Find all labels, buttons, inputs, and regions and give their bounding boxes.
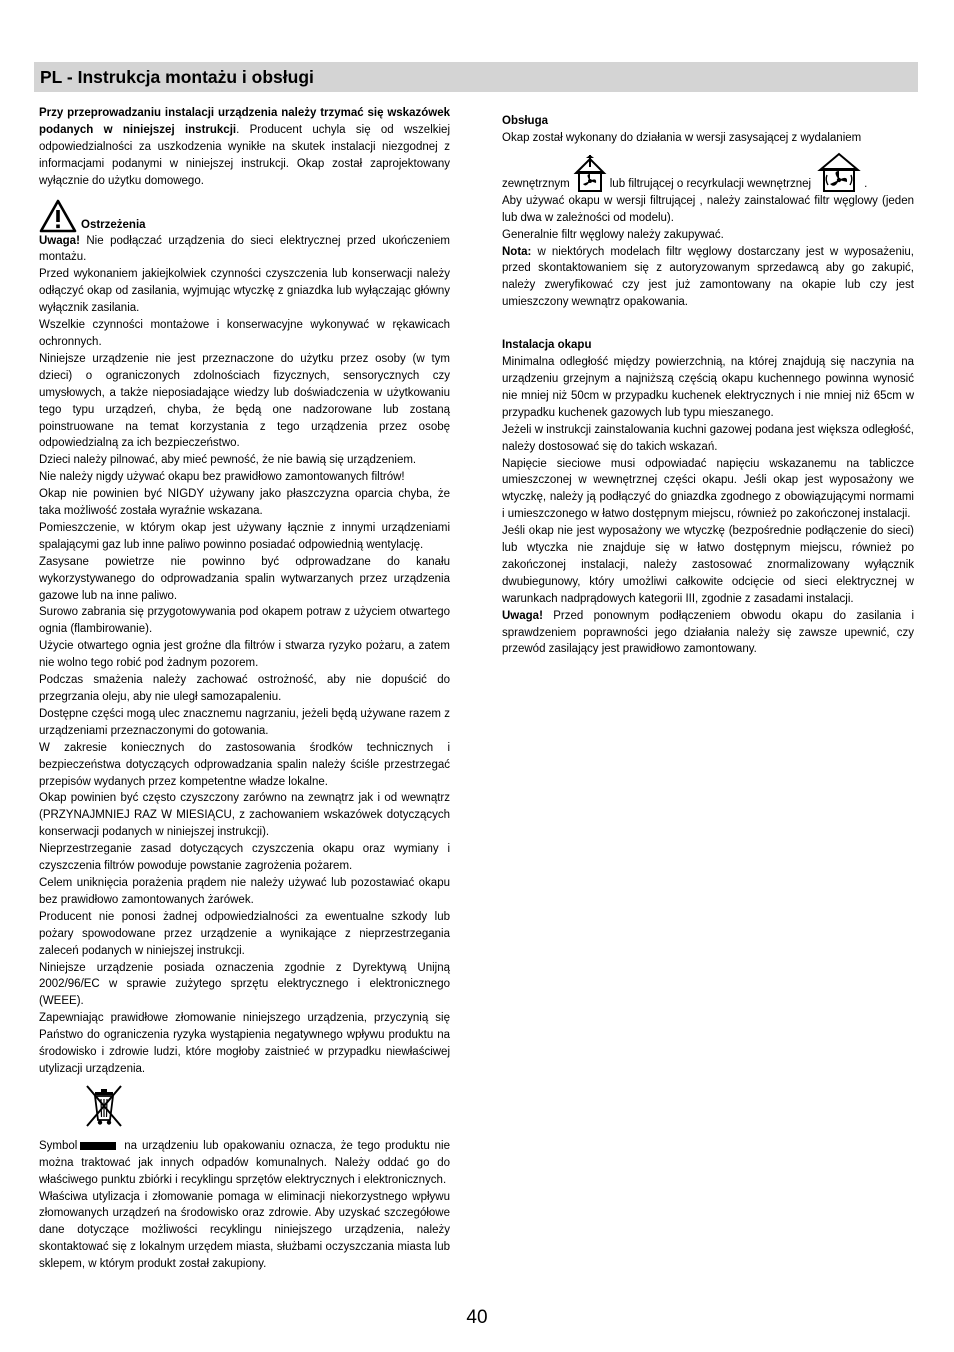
warning-paragraph: Surowo zabrania się przygotowywania pod okapem potraw z użyciem otwartego ognia (flambirowanie).	[39, 606, 450, 636]
warning-paragraph: Użycie otwartego ognia jest groźne dla filtrów i stwarza ryzyko pożaru, a zatem nie wolno tego robić pod żadnym pozorem.	[39, 640, 450, 670]
ducted-mode-icon	[573, 155, 607, 193]
warnings-header	[39, 199, 450, 233]
weee-symbol-wrap	[83, 1084, 450, 1130]
warnings-heading: Ostrzeżenia	[81, 218, 146, 231]
page-number: 40	[466, 1307, 488, 1328]
instalacja-paragraph: Napięcie sieciowe musi odpowiadać napięciu wskazanemu na tabliczce umieszczonej w wewnętrznej części okapu. Jeśli okap jest wyposażony we wtyczkę, należy ją podłączyć do gniazdka zgodnego z obowiązującymi normami i umieszczonego w łatwo dostępnym miejscu, również po zakończonej instalacji.	[502, 457, 914, 521]
generalnie-paragraph: Generalnie filtr węglowy należy zakupywać.	[502, 228, 724, 241]
crossed-bin-icon	[83, 1084, 125, 1128]
warning-paragraph: Wszelkie czynności montażowe i konserwacyjne wykonywać w rękawicach ochronnych.	[39, 319, 450, 348]
warning-paragraph: Podczas smażenia należy zachować ostrożność, aby nie dopuścić do przegrzania oleju, aby nie uległ samozapaleniu.	[39, 674, 450, 703]
left-column	[39, 105, 450, 1273]
warning-paragraph: Producent nie ponosi żadnej odpowiedzialności za ewentualne szkody lub pożary spowodowane przez urządzenie a wynikające z nieprzestrzegania zaleceń podanych w niniejszej instrukcji.	[39, 910, 450, 957]
nota-text: w niektórych modelach filtr węglowy dostarczany jest w wyposażeniu, przed skontaktowaniem się z autoryzowanym sprzedawcą aby go zakupić, należy zweryfikować czy jest już zamontowany na okapie lub czy jest umieszczony wewnątrz opakowania.	[502, 245, 914, 309]
nota-label: Nota:	[502, 245, 532, 258]
obsluga-heading: Obsługa	[502, 115, 549, 127]
symbol-bar-icon	[80, 1142, 116, 1150]
warning-paragraph: Przed wykonaniem jakiejkolwiek czynności czyszczenia lub konserwacji należy odłączyć okap od zasilania, wyjmując wtyczkę z gniazdka lub wyłączając główny wyłącznik zasilania.	[39, 268, 450, 315]
instalacja-paragraph: Jeżeli w instrukcji zainstalowania kuchni gazowej podana jest większa odległość, należy dostosować się do takich wskazań.	[502, 423, 914, 453]
instalacja-paragraph: Jeśli okap nie jest wyposażony we wtyczkę (bezpośrednie podłączenie do sieci) lub wtyczka nie znajduje się w łatwo dostępnym miejscu, również po zakończonej instalacji, należy zastosować znormalizowany wyłącznik dwubiegunowy, który umożliwi całkowite odcięcie od sieci elektrycznej w warunkach nadprądowych kategorii III, zgodnie z zasadami instalacji.	[502, 525, 914, 605]
instalacja-paragraph: Minimalna odległość między powierzchnią, na której znajdują się naczynia na urządzeniu grzejnym a najniższą częścią okapu kuchennego powinna wynosić nie mniej niż 50cm w przypadku kuchenek elektrycznych i nie mniej niż 65cm w przypadku kuchenek gazowych lub typu mieszanego.	[502, 356, 914, 419]
symbol-label: Symbol	[39, 1139, 78, 1152]
warning-paragraph: Celem uniknięcia porażenia prądem nie należy używać lub pozostawiać okapu bez prawidłowo zamontowanych żarówek.	[39, 876, 450, 906]
instalacja-list	[502, 354, 914, 608]
uwaga2-label: Uwaga!	[502, 609, 543, 622]
recirculation-mode-icon	[817, 151, 861, 193]
period-text: .	[864, 177, 868, 190]
warning-paragraph: Okap nie powinien być NIGDY używany jako płaszczyzna oparcia chyba, że taka możliwość została wyraźnie wskazana.	[39, 488, 450, 518]
symbol-paragraph	[39, 1138, 450, 1189]
page-title: PL - Instrukcja montażu i obsługi	[34, 62, 918, 92]
warning-paragraph: Nie należy nigdy używać okapu bez prawidłowo zamontowanych filtrów!	[39, 471, 405, 484]
warning-paragraph: Zapewniając prawidłowe złomowanie niniejszego urządzenia, przyczynią się Państwo do ograniczenia ryzyka wystąpienia negatywnego wpływu produktu na środowisko i zdrowie ludzi, które mogłoby zaistnieć w przypadku niewłaściwej utylizacji urządzenia.	[39, 1012, 450, 1075]
warnings-list	[39, 266, 450, 1078]
zewnetrznym-text: zewnętrznym	[502, 177, 570, 190]
warning-paragraph: Pomieszczenie, w którym okap jest używany łącznie z innymi urządzeniami spalającymi gaz lub inne paliwo powinno posiadać odpowiednią wentylację.	[39, 521, 450, 551]
uwaga-paragraph	[39, 233, 450, 267]
right-column	[502, 113, 914, 658]
warning-paragraph: Zasysane powietrze nie powinno być odprowadzane do kanału wykorzystywanego do odprowadzania spalin wytwarzanych przez urządzenia gazowe lub na inne paliwo.	[39, 555, 450, 602]
warning-paragraph: Nieprzestrzeganie zasad dotyczących czyszczenia okapu oraz wymiany i czyszczenia filtrów powoduje powstanie zagrożenia pożarem.	[39, 843, 450, 873]
uwaga-text: Nie podłączać urządzenia do sieci elektrycznej przed ukończeniem montażu.	[39, 234, 450, 264]
instalacja-heading: Instalacja okapu	[502, 339, 592, 352]
uwaga2-paragraph	[502, 608, 914, 659]
warning-paragraph: Dostępne części mogą ulec znacznemu nagrzaniu, jeżeli będą używane razem z urządzeniami przeznaczonymi do gotowania.	[39, 707, 450, 737]
warning-triangle-icon	[39, 199, 77, 233]
last-paragraph: Właściwa utylizacja i złomowanie pomaga w eliminacji niekorzystnego wpływu złomowanych urządzeń na środowisko oraz zdrowie. Aby uzyskać szczegółowe dane dotyczące możliwości recyklingu niniejszego urządzenia, należy skontaktować się z lokalnym urzędem miasta, służbami oczyszczania miasta lub sklepem, w którym produkt został zakupiony.	[39, 1190, 450, 1271]
uwaga2-text: Przed ponownym podłączeniem obwodu okapu do zasilania i sprawdzeniem poprawności jego działania należy się zawsze upewnić, czy przewód zasilający jest prawidłowo zamontowany.	[502, 609, 914, 656]
warning-paragraph: Dzieci należy pilnować, aby mieć pewność, że nie bawią się urządzeniem.	[39, 454, 417, 467]
warning-paragraph: Okap powinien być często czyszczony zarówno na zewnątrz jak i od wewnątrz (PRZYNAJMNIEJ RAZ W MIESIĄCU, z zachowaniem wskazówek dotyczących konserwacji podanych w niniejszej instrukcji).	[39, 792, 450, 839]
intro-bold: Przy przeprowadzaniu instalacji urządzenia należy trzymać się wskazówek podanych w niniejszej instrukcji	[39, 107, 450, 136]
obsluga-intro: Okap został wykonany do działania w wersji zasysającej z wydalaniem	[502, 131, 862, 144]
warning-paragraph: W zakresie koniecznych do zastosowania środków technicznych i bezpieczeństwa dotyczących odprowadzania spalin należy ściśle przestrzegać przepisów wydanych przez kompetentne władze lokalne.	[39, 741, 450, 788]
intro-paragraph	[39, 105, 450, 190]
warning-paragraph: Niniejsze urządzenie nie jest przeznaczone do użytku przez osoby (w tym dzieci) o ograniczonych zdolnościach fizycznych, sensorycznych czy umysłowych, a także nieposiadające wiedzy lub doświadczenia w użytkowaniu tego typu urządzeń, chyba, że będą one nadzorowane lub zostaną poinstruowane na temat korzystania z tego urządzenia przez osobę odpowiedzialną za ich bezpieczeństwo.	[39, 352, 450, 450]
intro-rest: . Producent uchyla się od wszelkiej odpowiedzialności za uszkodzenia wynikłe na skutek instalacji niezgodnej z informacjami podanymi w niniejszej instrukcji. Okap został zaprojektowany wyłącznie do użytku domowego.	[39, 123, 451, 187]
symbol-text: na urządzeniu lub opakowaniu oznacza, że tego produktu nie można traktować jak innych odpadów komunalnych. Należy oddać go do właściwego punktu zbiórki i recyklingu sprzętów elektrycznych i elektronicznych.	[39, 1139, 450, 1186]
mode-icons-line	[502, 151, 914, 193]
warning-paragraph: Niniejsze urządzenie posiada oznaczenia zgodnie z Dyrektywą Unijną 2002/96/EC w sprawie zużytego sprzętu elektrycznego i elektronicznego (WEEE).	[39, 961, 450, 1008]
nota-paragraph	[502, 244, 914, 312]
filtr-paragraph: Aby używać okapu w wersji filtrującej , należy zainstalować filtr węglowy (jeden lub dwa w zależności od modelu).	[502, 194, 914, 224]
uwaga-label: Uwaga!	[39, 234, 80, 247]
lub-filtrujacej-text: lub filtrującej o recyrkulacji wewnętrznej	[609, 177, 812, 190]
